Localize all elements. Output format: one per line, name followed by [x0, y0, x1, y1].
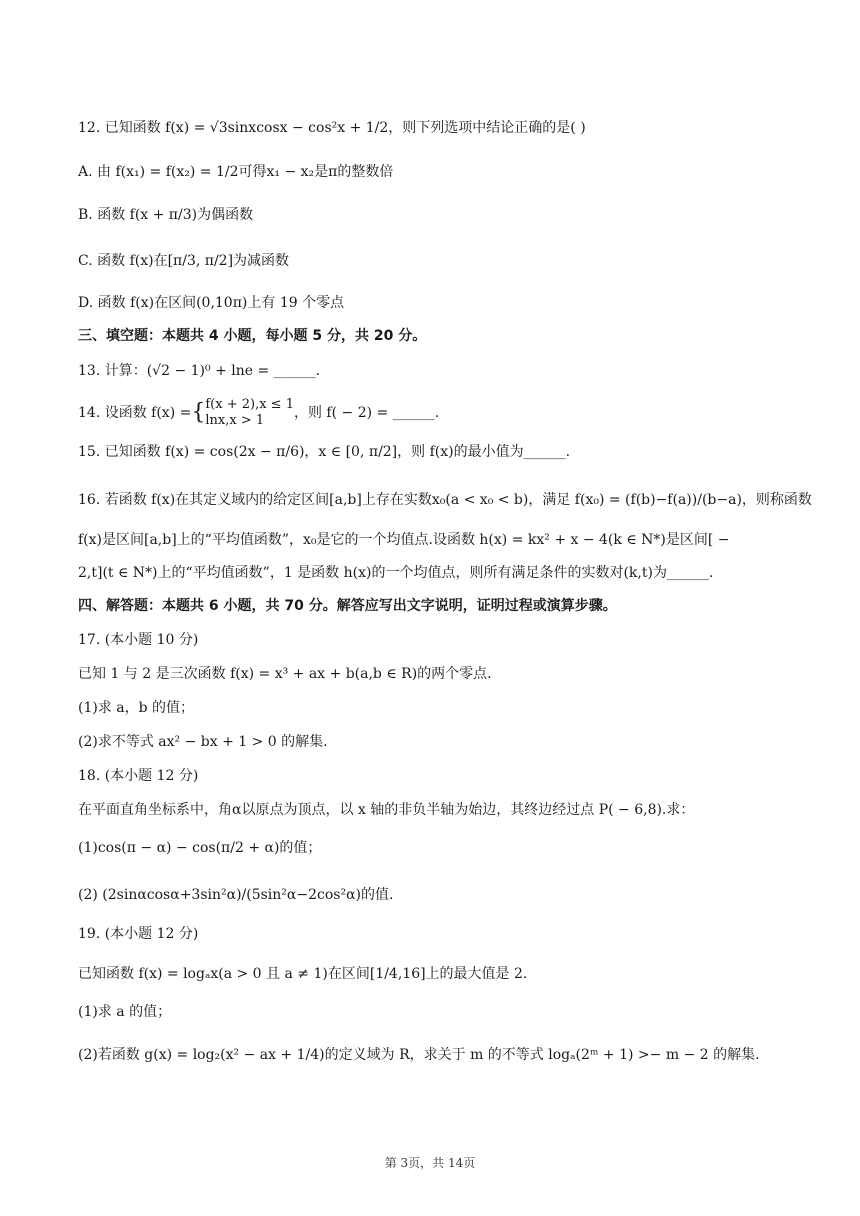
- section-4-heading: 四、解答题：本题共 6 小题，共 70 分。解答应写出文字说明，证明过程或演算步骤。: [78, 598, 617, 614]
- q18-stem: 在平面直角坐标系中，角α以原点为顶点，以 x 轴的非负半轴为始边，其终边经过点 P( − 6,8).求：: [78, 802, 695, 818]
- q18-heading: 18. (本小题 12 分): [78, 768, 199, 784]
- q17-part-2: (2)求不等式 ax² − bx + 1 > 0 的解集.: [78, 734, 328, 750]
- q13: 13. 计算：(√2 − 1)⁰ + lne = ______.: [78, 363, 321, 379]
- q14: [78, 396, 782, 430]
- q15: 15. 已知函数 f(x) = cos(2x − π/6)，x ∈ [0, π/2]，则 f(x)的最小值为______.: [78, 444, 571, 460]
- q12-option-d: D. 函数 f(x)在区间(0,10π)上有 19 个零点: [78, 295, 345, 311]
- q12-option-c: C. 函数 f(x)在[π/3, π/2]为减函数: [78, 253, 290, 269]
- section-3-heading: 三、填空题：本题共 4 小题，每小题 5 分，共 20 分。: [78, 328, 427, 344]
- q17-stem: 已知 1 与 2 是三次函数 f(x) = x³ + ax + b(a,b ∈ R)的两个零点.: [78, 666, 492, 682]
- q18-part-1: (1)cos(π − α) − cos(π/2 + α)的值；: [78, 840, 322, 856]
- q16-line-1: 16. 若函数 f(x)在其定义域内的给定区间[a,b]上存在实数x₀(a < x₀ < b)，满足 f(x₀) = (f(b)−f(a))/(b−a)，则称函数: [78, 492, 812, 508]
- q14-prefix: 14. 设函数 f(x) =: [78, 405, 192, 421]
- q12-option-b: B. 函数 f(x + π/3)为偶函数: [78, 207, 254, 223]
- q19-part-2: (2)若函数 g(x) = log₂(x² − ax + 1/4)的定义域为 R，求关于 m 的不等式 logₐ(2ᵐ + 1) >− m − 2 的解集.: [78, 1047, 760, 1063]
- q17-heading: 17. (本小题 10 分): [78, 632, 199, 648]
- q19-part-1: (1)求 a 的值；: [78, 1004, 172, 1020]
- q14-suffix: ，则 f( − 2) = ______.: [293, 405, 440, 421]
- q14-case-2: lnx,x > 1: [205, 413, 265, 428]
- q19-stem: 已知函数 f(x) = logₐx(a > 0 且 a ≠ 1)在区间[1/4,16]上的最大值是 2.: [78, 966, 528, 982]
- q14-brace: {: [191, 400, 206, 425]
- q19-heading: 19. (本小题 12 分): [78, 926, 199, 942]
- q18-part-2: (2) (2sinαcosα+3sin²α)/(5sin²α−2cos²α)的值.: [78, 887, 394, 903]
- q14-case-1: f(x + 2),x ≤ 1: [205, 397, 294, 412]
- q16-line-2: f(x)是区间[a,b]上的“平均值函数”，x₀是它的一个均值点.设函数 h(x) = kx² + x − 4(k ∈ N*)是区间[ −: [78, 532, 730, 548]
- q14-cases: [205, 397, 294, 429]
- q17-part-1: (1)求 a，b 的值；: [78, 700, 195, 716]
- q12-stem: 12. 已知函数 f(x) = √3sinxcosx − cos²x + 1/2，则下列选项中结论正确的是( ): [78, 120, 586, 136]
- q16-line-3: 2,t](t ∈ N*)上的“平均值函数”，1 是函数 h(x)的一个均值点，则所有满足条件的实数对(k,t)为______.: [78, 565, 714, 581]
- page-footer: 第 3页，共 14页: [384, 1156, 476, 1170]
- q12-option-a: A. 由 f(x₁) = f(x₂) = 1/2可得x₁ − x₂是π的整数倍: [78, 164, 394, 180]
